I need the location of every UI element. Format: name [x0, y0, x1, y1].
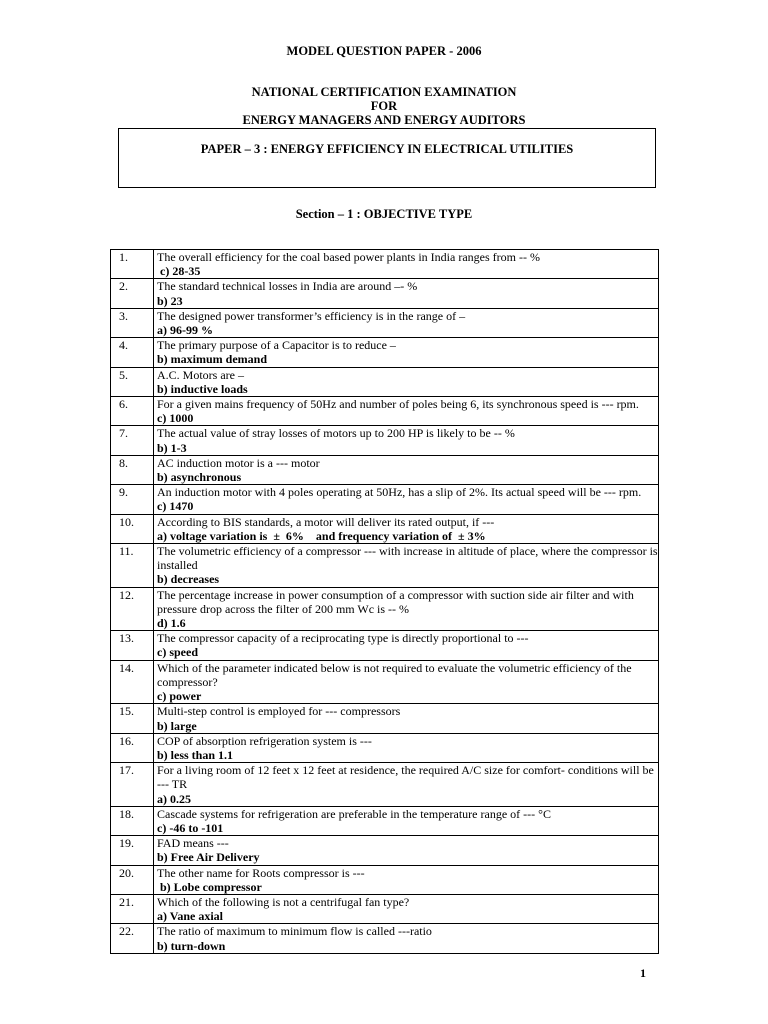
exam-title-line-1: NATIONAL CERTIFICATION EXAMINATION [251, 85, 517, 99]
question-answer: a) voltage variation is ± 6% and frequency variation of ± 3% [157, 528, 486, 543]
question-answer: b) asynchronous [157, 470, 242, 485]
question-cell [154, 250, 659, 279]
question-answer: b) large [157, 718, 197, 733]
question-number: 6. [111, 397, 154, 426]
question-cell [154, 763, 659, 807]
question-number: 18. [111, 806, 154, 835]
question-cell [154, 455, 659, 484]
question-number: 16. [111, 733, 154, 762]
question-answer: c) -46 to -101 [157, 820, 224, 835]
question-row [111, 631, 659, 660]
question-answer: b) Free Air Delivery [157, 850, 260, 865]
question-row [111, 733, 659, 762]
question-cell [154, 279, 659, 308]
question-answer: b) 23 [157, 293, 183, 308]
question-number: 12. [111, 587, 154, 631]
question-number: 13. [111, 631, 154, 660]
question-row [111, 894, 659, 923]
question-row [111, 544, 659, 588]
question-number: 3. [111, 308, 154, 337]
question-row [111, 836, 659, 865]
exam-title-line-3: ENERGY MANAGERS AND ENERGY AUDITORS [242, 113, 526, 127]
question-number: 8. [111, 455, 154, 484]
question-cell [154, 367, 659, 396]
question-answer: b) Lobe compressor [157, 879, 262, 894]
question-row [111, 308, 659, 337]
question-text: According to BIS standards, a motor will deliver its rated output, if --- [157, 514, 495, 529]
question-answer: d) 1.6 [157, 616, 186, 631]
question-row [111, 426, 659, 455]
question-row [111, 250, 659, 279]
question-number: 1. [111, 250, 154, 279]
question-number: 7. [111, 426, 154, 455]
question-cell [154, 865, 659, 894]
question-number: 4. [111, 338, 154, 367]
question-cell [154, 704, 659, 733]
question-text: Multi-step control is employed for --- compressors [157, 704, 401, 719]
question-row [111, 338, 659, 367]
question-number: 21. [111, 894, 154, 923]
question-text: The actual value of stray losses of motors up to 200 HP is likely to be -- % [157, 426, 515, 441]
question-row [111, 806, 659, 835]
question-text: An induction motor with 4 poles operating at 50Hz, has a slip of 2%. Its actual speed will be --- rpm. [157, 485, 642, 500]
question-text: The volumetric efficiency of a compressor --- with increase in altitude of place, where the compressor is installed [157, 544, 658, 573]
question-row [111, 587, 659, 631]
question-cell [154, 733, 659, 762]
question-text: For a living room of 12 feet x 12 feet at residence, the required A/C size for comfort- conditions will be --- TR [157, 763, 654, 792]
page-number: 1 [640, 966, 646, 980]
paper-title: PAPER – 3 : ENERGY EFFICIENCY IN ELECTRICAL UTILITIES [200, 142, 574, 156]
question-answer: b) less than 1.1 [157, 747, 234, 762]
question-answer: b) maximum demand [157, 352, 268, 367]
question-cell [154, 426, 659, 455]
question-row [111, 924, 659, 953]
question-text: Which of the parameter indicated below is not required to evaluate the volumetric efficiency of the compressor? [157, 660, 632, 689]
question-number: 9. [111, 485, 154, 514]
paper-title-box [118, 128, 656, 188]
exam-title-line-2: FOR [370, 99, 398, 113]
question-number: 22. [111, 924, 154, 953]
question-number: 5. [111, 367, 154, 396]
question-cell [154, 806, 659, 835]
question-text: The primary purpose of a Capacitor is to reduce – [157, 338, 396, 353]
question-answer: c) 28-35 [157, 264, 201, 279]
question-text: COP of absorption refrigeration system is --- [157, 733, 372, 748]
question-number: 17. [111, 763, 154, 807]
question-row [111, 455, 659, 484]
question-cell [154, 338, 659, 367]
question-row [111, 397, 659, 426]
question-answer: b) 1-3 [157, 440, 187, 455]
question-cell [154, 836, 659, 865]
question-text: The percentage increase in power consumption of a compressor with suction side air filter and with pressure drop across the filter of 200 mm Wc is -- % [157, 587, 634, 616]
question-text: The compressor capacity of a reciprocating type is directly proportional to --- [157, 631, 529, 646]
question-text: FAD means --- [157, 836, 229, 851]
question-answer: a) 96-99 % [157, 323, 213, 338]
question-row [111, 514, 659, 543]
question-answer: b) decreases [157, 572, 220, 587]
question-cell [154, 544, 659, 588]
question-answer: a) 0.25 [157, 791, 191, 806]
question-text: The standard technical losses in India are around –- % [157, 279, 418, 294]
question-text: Which of the following is not a centrifugal fan type? [157, 894, 410, 909]
question-cell [154, 514, 659, 543]
question-row [111, 763, 659, 807]
question-number: 11. [111, 544, 154, 588]
question-row [111, 865, 659, 894]
question-row [111, 279, 659, 308]
document-title: MODEL QUESTION PAPER - 2006 [286, 44, 482, 58]
question-answer: a) Vane axial [157, 909, 224, 924]
question-answer: c) power [157, 689, 202, 704]
question-number: 20. [111, 865, 154, 894]
question-answer: c) speed [157, 645, 198, 660]
question-cell [154, 924, 659, 953]
questions-table-body [111, 250, 659, 954]
question-row [111, 704, 659, 733]
question-row [111, 660, 659, 704]
question-text: The ratio of maximum to minimum flow is called ---ratio [157, 924, 432, 939]
question-cell [154, 485, 659, 514]
question-answer: c) 1000 [157, 411, 194, 426]
question-text: The overall efficiency for the coal based power plants in India ranges from -- % [157, 250, 540, 264]
question-number: 2. [111, 279, 154, 308]
question-text: The other name for Roots compressor is --- [157, 865, 365, 880]
section-title: Section – 1 : OBJECTIVE TYPE [295, 207, 473, 221]
question-cell [154, 587, 659, 631]
question-number: 14. [111, 660, 154, 704]
question-number: 10. [111, 514, 154, 543]
questions-table [110, 249, 659, 954]
question-number: 15. [111, 704, 154, 733]
question-cell [154, 660, 659, 704]
question-cell [154, 631, 659, 660]
question-answer: b) inductive loads [157, 381, 248, 396]
question-text: Cascade systems for refrigeration are preferable in the temperature range of --- °C [157, 806, 551, 821]
question-cell [154, 308, 659, 337]
question-text: For a given mains frequency of 50Hz and number of poles being 6, its synchronous speed is --- rpm. [157, 397, 639, 412]
question-number: 19. [111, 836, 154, 865]
question-row [111, 485, 659, 514]
question-text: The designed power transformer’s efficiency is in the range of – [157, 308, 466, 323]
question-text: AC induction motor is a --- motor [157, 455, 320, 470]
question-cell [154, 894, 659, 923]
question-text: A.C. Motors are – [157, 367, 244, 382]
question-row [111, 367, 659, 396]
question-cell [154, 397, 659, 426]
question-answer: b) turn-down [157, 938, 226, 953]
question-answer: c) 1470 [157, 499, 194, 514]
